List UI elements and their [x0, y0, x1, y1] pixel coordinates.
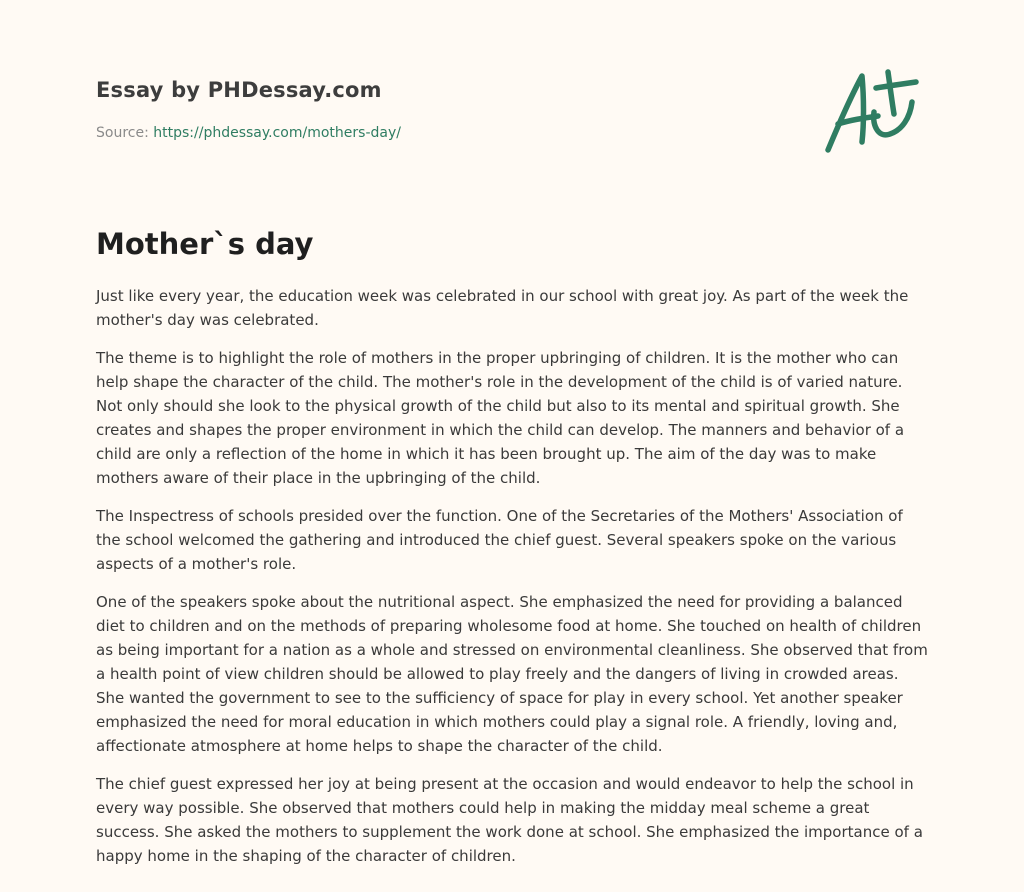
essay-paragraph: Just like every year, the education week was celebrated in our school with great joy. As part of the week the mother's day was celebrated. [96, 287, 909, 329]
source-label: Source: [96, 125, 149, 141]
essay-paragraph: The Inspectress of schools presided over the function. One of the Secretaries of the Mothers' Association of the school welcomed the gathering and introduced the chief guest. Several speakers spoke on the various aspects of a mother's role. [96, 507, 903, 573]
essay-paragraph: The theme is to highlight the role of mothers in the proper upbringing of children. It is the mother who can help shape the character of the child. The mother's role in the development of the child is of varied nature. Not only should she look to the physical growth of the child but also to its mental and spiritual growth. She creates and shapes the proper environment in which the child can develop. The manners and behavior of a child are only a reflection of the home in which it has been brought up. The aim of the day was to make mothers aware of their place in the upbringing of the child. [96, 349, 905, 487]
essay-paragraph: One of the speakers spoke about the nutritional aspect. She emphasized the need for providing a balanced diet to children and on the methods of preparing wholesome food at home. She touched on health of children as being important for a nation as a whole and stressed on environmental cleanliness. She observed that from a health point of view children should be allowed to play freely and the dangers of living in crowded areas. She wanted the government to see to the sufficiency of space for play in every school. Yet another speaker emphasized the need for moral education in which mothers could play a signal role. A friendly, loving and, affectionate atmosphere at home helps to shape the character of the child. [96, 593, 928, 755]
essay-title: Mother`s day [96, 227, 314, 261]
page-header [96, 76, 928, 196]
source-line [96, 123, 401, 143]
brand-title: Essay by PHDessay.com [96, 78, 382, 102]
source-link[interactable]: https://phdessay.com/mothers-day/ [153, 125, 401, 141]
a-plus-grade-icon [824, 68, 924, 158]
essay-body [96, 284, 928, 882]
essay-paragraph: The chief guest expressed her joy at being present at the occasion and would endeavor to help the school in every way possible. She observed that mothers could help in making the midday meal scheme a great success. She asked the mothers to supplement the work done at school. She emphasized the importance of a happy home in the shaping of the character of children. [96, 775, 923, 865]
essay-page [96, 0, 928, 892]
